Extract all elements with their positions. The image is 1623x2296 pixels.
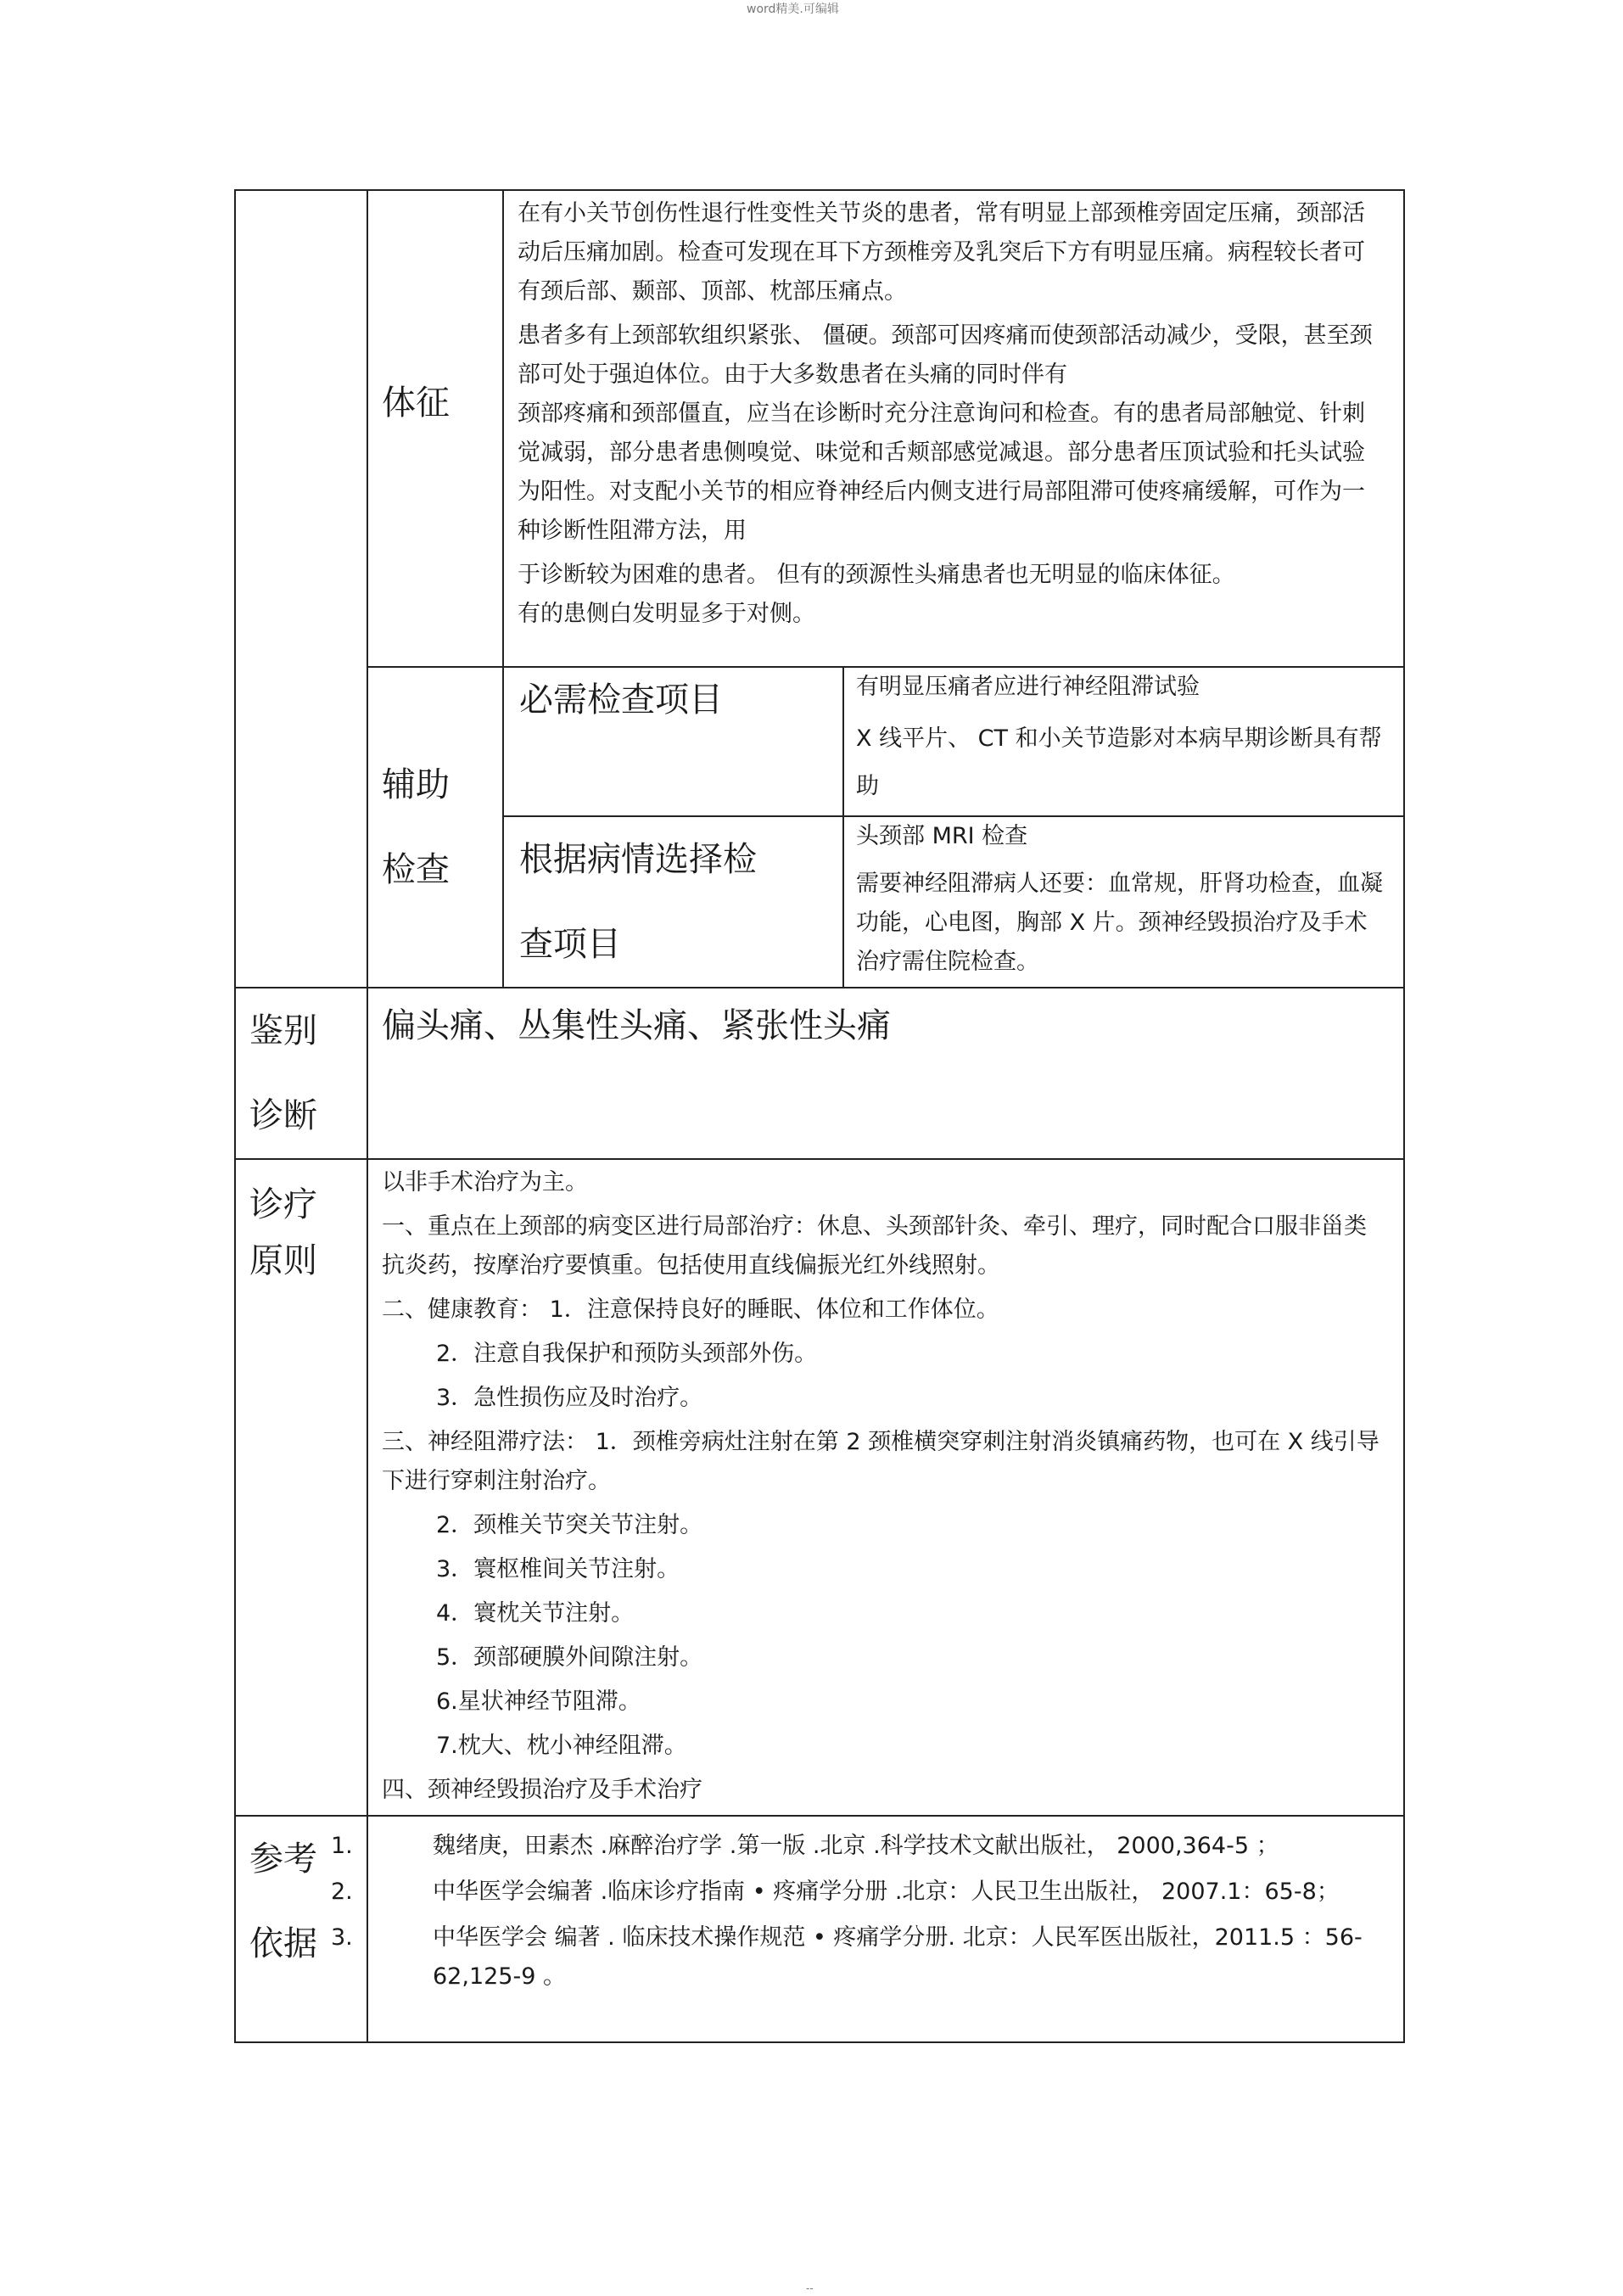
empty-left-cell — [235, 190, 367, 988]
tizheng-para: 有的患侧白发明显多于对侧。 — [518, 601, 815, 627]
reference-number: 3. — [331, 1924, 353, 1951]
tizheng-para: 在有小关节创伤性退行性变性关节炎的患者，常有明显上部颈椎旁固定压痛，颈部活动后压痛加剧。检查可发现在耳下方颈椎旁及乳突后下方有明显压痛。病程较长者可有颈后部、颞部、顶部、枕部压痛点。 — [518, 200, 1365, 305]
label-fuzhu — [367, 667, 503, 988]
zhenliao-line: 6.星状神经节阻滞。 — [436, 1688, 641, 1715]
label-zhenliao-1: 诊疗 — [249, 1185, 317, 1224]
tizheng-content — [503, 190, 1404, 667]
reference-item — [331, 1918, 1386, 1996]
zhenliao-line: 3．寰枢椎间关节注射。 — [436, 1556, 680, 1582]
footer-mark: -- — [806, 2282, 814, 2294]
optional-row — [504, 816, 1405, 987]
zhenliao-line: 4．寰枕关节注射。 — [436, 1600, 635, 1627]
zhenliao-line: 5．颈部硬膜外间隙注射。 — [436, 1644, 703, 1671]
zhenliao-line: 7.枕大、枕小神经阻滞。 — [436, 1733, 687, 1759]
label-jianbie-2: 诊断 — [249, 1096, 317, 1135]
label-fuzhu-2: 检查 — [382, 850, 450, 889]
header-watermark: word精美.可编辑 — [747, 3, 839, 16]
row-cankao — [235, 1816, 1404, 2042]
jianbie-content — [367, 988, 1404, 1159]
optional-label-1: 根据病情选择检 — [519, 840, 757, 879]
reference-number: 2. — [331, 1879, 353, 1905]
label-jianbie — [235, 988, 367, 1159]
zhenliao-line: 二、健康教育： 1．注意保持良好的睡眠、体位和工作体位。 — [382, 1296, 999, 1323]
label-jianbie-1: 鉴别 — [249, 1011, 317, 1050]
row-fuzhu — [235, 667, 1404, 988]
row-zhenliao — [235, 1159, 1404, 1816]
clinical-pathway-table — [234, 189, 1405, 2043]
label-fuzhu-1: 辅助 — [382, 765, 450, 804]
label-tizheng — [367, 190, 503, 667]
required-label: 必需检查项目 — [504, 668, 843, 816]
reference-item — [331, 1873, 1386, 1912]
optional-label-2: 查项目 — [519, 925, 621, 964]
tizheng-para: 颈部疼痛和颈部僵直，应当在诊断时充分注意询问和检查。有的患者局部触觉、针刺觉减弱，部分患者患侧嗅觉、味觉和舌颊部感觉减退。部分患者压顶试验和托头试验为阳性。对支配小关节的相应脊神经后内侧支进行局部阻滞可使疼痛缓解，可作为一种诊断性阻滞方法，用 — [518, 400, 1365, 544]
required-row — [504, 668, 1405, 816]
optional-item: 需要神经阻滞病人还要：血常规，肝肾功检查，血凝功能，心电图，胸部 X 片。颈神经毁损治疗及手术治疗需住院检查。 — [856, 871, 1383, 975]
label-cankao-2: 依据 — [249, 1924, 317, 1963]
reference-number: 1. — [331, 1833, 353, 1859]
zhenliao-line: 三、神经阻滞疗法： 1．颈椎旁病灶注射在第 2 颈椎横突穿刺注射消炎镇痛药物，也可在 X 线引导下进行穿刺注射治疗。 — [382, 1429, 1380, 1494]
label-zhenliao — [235, 1159, 367, 1816]
reference-item — [331, 1827, 1386, 1866]
required-items — [843, 668, 1405, 816]
zhenliao-line: 2．注意自我保护和预防头颈部外伤。 — [436, 1341, 818, 1367]
reference-text: 中华医学会 编著 . 临床技术操作规范 • 疼痛学分册. 北京：人民军医出版社，2011.5 ：56-62,125-9 。 — [433, 1924, 1363, 1990]
optional-items — [843, 816, 1405, 987]
label-zhenliao-2: 原则 — [249, 1241, 317, 1280]
zhenliao-line: 四、颈神经毁损治疗及手术治疗 — [382, 1777, 702, 1803]
label-cankao-1: 参考 — [249, 1840, 317, 1879]
optional-item: 头颈部 MRI 检查 — [856, 823, 1028, 849]
zhenliao-line: 3．急性损伤应及时治疗。 — [436, 1385, 703, 1411]
zhenliao-content — [367, 1159, 1404, 1816]
fuzhu-subtable-cell — [503, 667, 1404, 988]
optional-label — [504, 816, 843, 987]
required-item: 有明显压痛者应进行神经阻滞试验 — [856, 674, 1200, 700]
row-tizheng — [235, 190, 1404, 667]
cankao-content — [331, 1816, 1404, 2042]
jianbie-text: 偏头痛、丛集性头痛、紧张性头痛 — [382, 1006, 891, 1045]
reference-text: 魏绪庚，田素杰 .麻醉治疗学 .第一版 .北京 .科学技术文献出版社， 2000,364-5 ； — [433, 1833, 1279, 1859]
reference-text: 中华医学会编著 .临床诊疗指南 • 疼痛学分册 .北京：人民卫生出版社， 2007.1：65-8； — [433, 1879, 1340, 1905]
required-item: X 线平片、 CT 和小关节造影对本病早期诊断具有帮助 — [856, 725, 1382, 799]
tizheng-para: 于诊断较为困难的患者。 但有的颈源性头痛患者也无明显的临床体征。 — [518, 562, 1235, 588]
row-jianbie — [235, 988, 1404, 1159]
zhenliao-line: 一、重点在上颈部的病变区进行局部治疗：休息、头颈部针灸、牵引、理疗，同时配合口服非甾类抗炎药，按摩治疗要慎重。包括使用直线偏振光红外线照射。 — [382, 1213, 1367, 1279]
fuzhu-subtable — [504, 668, 1405, 987]
tizheng-para: 患者多有上颈部软组织紧张、 僵硬。颈部可因疼痛而使颈部活动减少，受限，甚至颈部可处于强迫体位。由于大多数患者在头痛的同时伴有 — [518, 322, 1373, 388]
zhenliao-line: 以非手术治疗为主。 — [382, 1169, 588, 1196]
zhenliao-line: 2．颈椎关节突关节注射。 — [436, 1512, 703, 1538]
label-tizheng-text: 体征 — [382, 384, 450, 423]
